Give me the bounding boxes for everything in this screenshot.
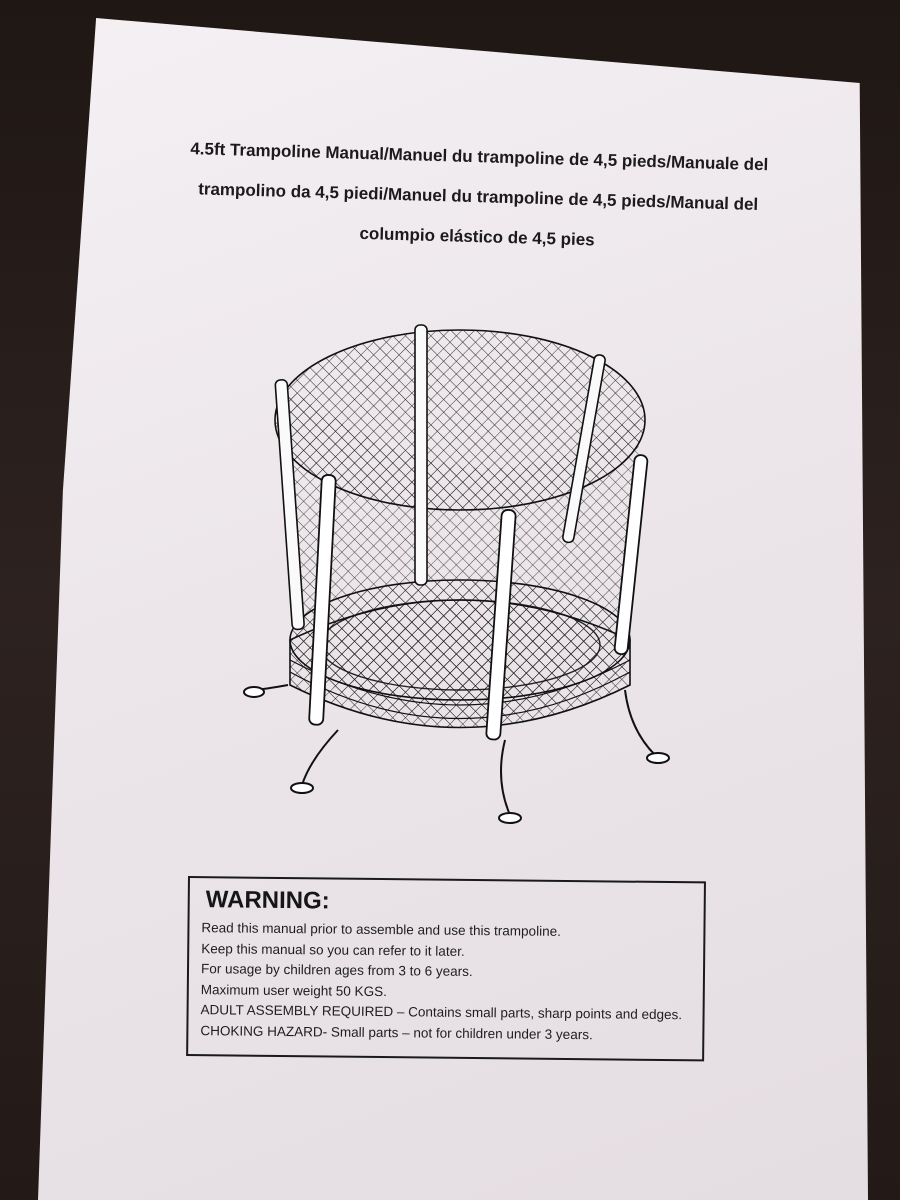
warning-line-3: For usage by children ages from 3 to 6 years. [200,961,473,979]
title-line-3: columpio elástico de 4,5 pies [359,223,595,250]
warning-line-5: ADULT ASSEMBLY REQUIRED – Contains small parts, sharp points and edges. [200,1002,683,1023]
manual-title [147,128,810,266]
warning-line-1: Read this manual prior to assemble and use this trampoline. [201,920,561,939]
warning-box [186,876,706,1061]
warning-line-4: Maximum user weight 50 KGS. [200,981,387,999]
title-line-1: 4.5ft Trampoline Manual/Manuel du trampoline de 4,5 pieds/Manuale del [190,139,769,175]
warning-heading: WARNING: [205,886,330,915]
trampoline-illustration-icon [240,310,680,840]
warning-line-6: CHOKING HAZARD- Small parts – not for children under 3 years. [200,1022,593,1042]
title-line-2: trampolino da 4,5 piedi/Manuel du trampoline de 4,5 pieds/Manual del [197,179,759,215]
warning-line-2: Keep this manual so you can refer to it later. [201,940,465,959]
